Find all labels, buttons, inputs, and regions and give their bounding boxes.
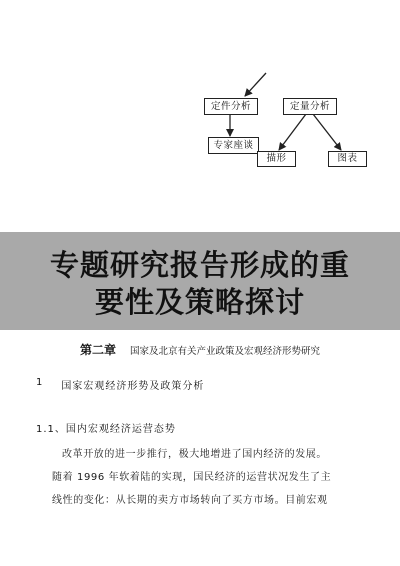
paragraph-line: 随着 1996 年软着陆的实现，国民经济的运营状况发生了主 bbox=[52, 472, 332, 483]
box-qualitative-analysis: 定件分析 bbox=[204, 98, 258, 115]
section-number: 1 bbox=[36, 377, 44, 388]
chapter-title: 国家及北京有关产业政策及宏观经济形势研究 bbox=[130, 346, 321, 357]
subsection-heading: 1.1、国内宏观经济运营态势 bbox=[36, 424, 176, 435]
flow-diagram bbox=[0, 0, 400, 232]
diagram-connectors bbox=[0, 0, 400, 232]
chapter-number: 第二章 bbox=[80, 343, 117, 357]
section-title: 国家宏观经济形势及政策分析 bbox=[61, 381, 205, 392]
box-chart: 图表 bbox=[328, 151, 367, 167]
arrow-to-descriptive bbox=[279, 114, 306, 150]
paragraph-line: 改革开放的进一步推行，极大地增进了国内经济的发展。 bbox=[62, 449, 327, 460]
incoming-arrow bbox=[245, 73, 266, 96]
box-expert-discussion: 专家座谈 bbox=[208, 137, 259, 154]
section-heading bbox=[36, 377, 204, 392]
box-quantitative-analysis: 定量分析 bbox=[283, 98, 337, 115]
paragraph-line: 线性的变化：从长期的卖方市场转向了买方市场。目前宏观 bbox=[52, 495, 328, 506]
chapter-heading bbox=[80, 341, 320, 358]
banner-title-line-1: 专题研究报告形成的重 bbox=[49, 248, 350, 282]
banner-title-line-2: 要性及策略探讨 bbox=[94, 285, 305, 319]
box-descriptive: 描形 bbox=[257, 151, 296, 167]
arrow-to-chart bbox=[313, 114, 341, 150]
